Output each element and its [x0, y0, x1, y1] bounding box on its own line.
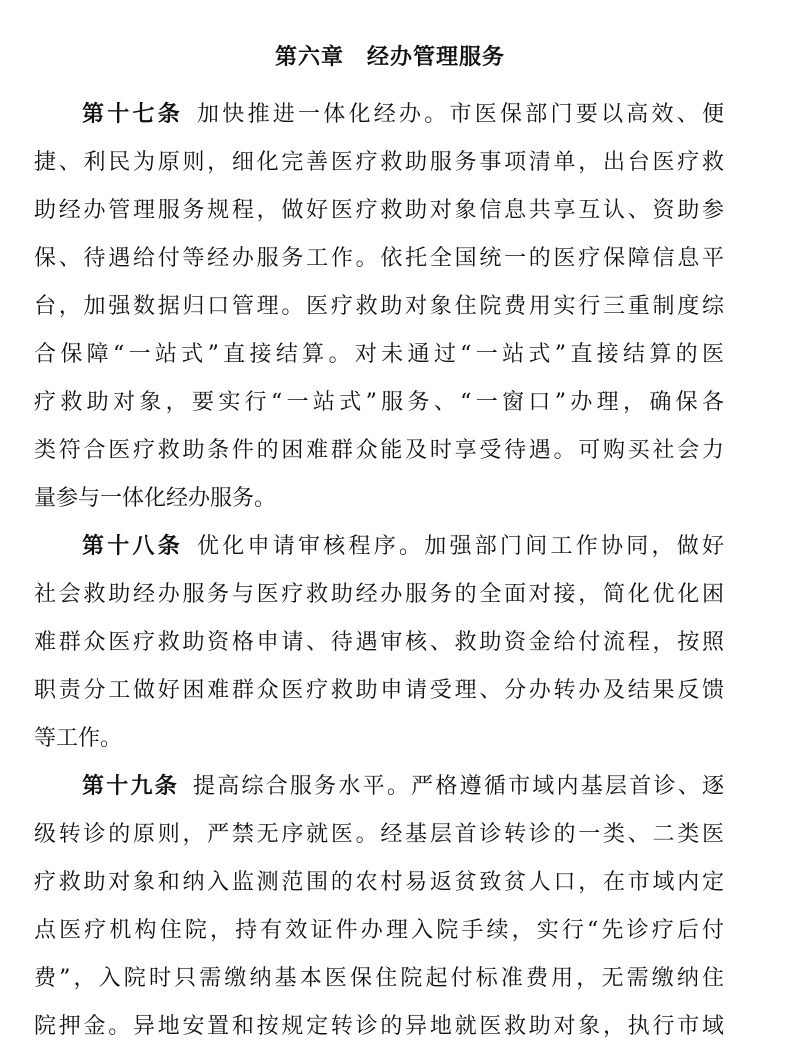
article-17-line: 台，加强数据归口管理。医疗救助对象住院费用实行三重制度综: [34, 294, 724, 319]
article-17-line: 疗救助对象，要实行“一站式”服务、“一窗口”办理，确保各: [34, 390, 724, 415]
article-19-line: 院押金。异地安置和按规定转诊的异地就医救助对象，执行市域: [34, 1014, 724, 1039]
article-17-line: 合保障“一站式”直接结算。对未通过“一站式”直接结算的医: [34, 342, 724, 367]
article-19-first-text: 提高综合服务水平。严格遵循市域内基层首诊、逐: [192, 774, 724, 799]
article-18-line: 职责分工做好困难群众医疗救助申请受理、分办转办及结果反馈: [34, 678, 724, 703]
article-18-number: 第十八条: [82, 534, 183, 559]
article-17-number: 第十七条: [82, 102, 183, 127]
article-18-first-line: [82, 523, 724, 571]
article-18-first-text: 优化申请审核程序。加强部门间工作协同，做好: [197, 534, 724, 559]
article-17-line: 保、待遇给付等经办服务工作。依托全国统一的医疗保障信息平: [34, 246, 724, 271]
article-17-line: 量参与一体化经办服务。: [34, 486, 277, 511]
article-19-line: 点医疗机构住院，持有效证件办理入院手续，实行“先诊疗后付: [34, 918, 724, 943]
article-17-line: 类符合医疗救助条件的困难群众能及时享受待遇。可购买社会力: [34, 438, 724, 463]
article-17-line: 助经办管理服务规程，做好医疗救助对象信息共享互认、资助参: [34, 198, 724, 223]
article-17-line: 捷、利民为原则，细化完善医疗救助服务事项清单，出台医疗救: [34, 150, 724, 175]
article-19-line: 费”，入院时只需缴纳基本医保住院起付标准费用，无需缴纳住: [34, 966, 724, 991]
article-17-first-line: [82, 91, 724, 139]
article-17-first-text: 加快推进一体化经办。市医保部门要以高效、便: [197, 102, 724, 127]
chapter-title: 第六章 经办管理服务: [274, 45, 505, 70]
article-19-number: 第十九条: [82, 774, 179, 799]
article-19-line: 疗救助对象和纳入监测范围的农村易返贫致贫人口，在市域内定: [34, 870, 724, 895]
article-18-line: 等工作。: [34, 726, 123, 751]
article-19-line: 级转诊的原则，严禁无序就医。经基层首诊转诊的一类、二类医: [34, 822, 724, 847]
article-19-first-line: [82, 763, 724, 811]
article-18-line: 难群众医疗救助资格申请、待遇审核、救助资金给付流程，按照: [34, 630, 724, 655]
article-18-line: 社会救助经办服务与医疗救助经办服务的全面对接，简化优化困: [34, 582, 724, 607]
